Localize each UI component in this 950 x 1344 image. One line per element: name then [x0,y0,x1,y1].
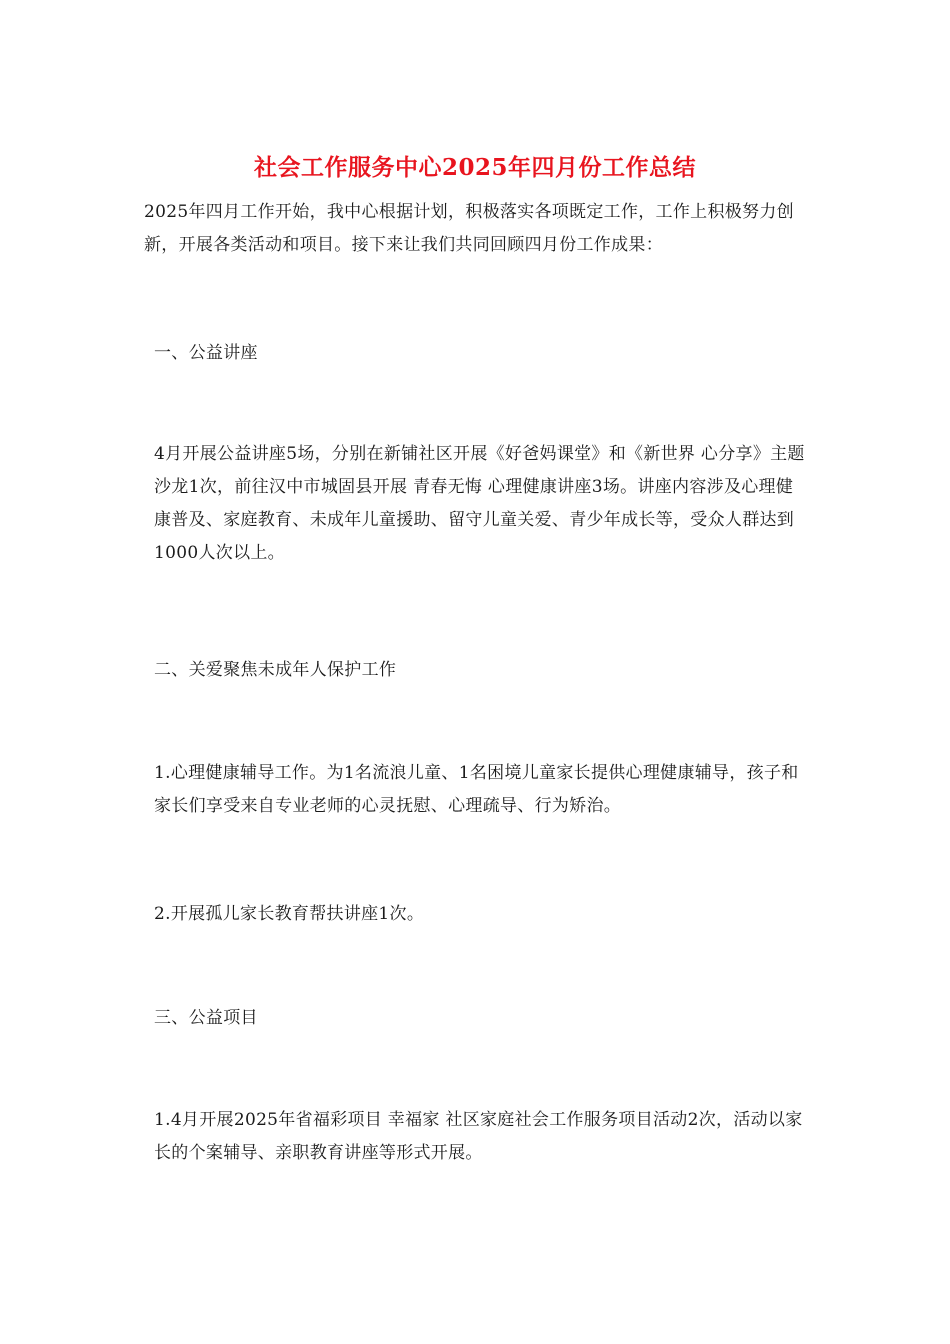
intro-paragraph: 2025年四月工作开始，我中心根据计划，积极落实各项既定工作，工作上积极努力创新，开展各类活动和项目。接下来让我们共同回顾四月份工作成果： [144,202,794,255]
section-item-counseling: 1.心理健康辅导工作。为1名流浪儿童、1名困境儿童家长提供心理健康辅导，孩子和家长们享受来自专业老师的心灵抚慰、心理疏导、行为矫治。 [154,763,799,816]
section-item-welfare-project: 1.4月开展2025年省福彩项目 幸福家 社区家庭社会工作服务项目活动2次，活动以家长的个案辅导、亲职教育讲座等形式开展。 [154,1110,803,1163]
document-title: 社会工作服务中心2025年四月份工作总结 [253,154,696,181]
section-item-orphan-lecture: 2.开展孤儿家长教育帮扶讲座1次。 [154,904,425,924]
section-heading-lectures: 一、公益讲座 [154,343,258,363]
section-heading-minor-protection: 二、关爱聚焦未成年人保护工作 [154,660,397,680]
section-body-lectures: 4月开展公益讲座5场，分别在新铺社区开展《好爸妈课堂》和《新世界 心分享》主题沙龙1次，前往汉中市城固县开展 青春无悔 心理健康讲座3场。讲座内容涉及心理健康普及、家庭教育、未成年儿童援助、留守儿童关爱、青少年成长等，受众人群达到1000人次以上。 [154,444,805,563]
section-heading-projects: 三、公益项目 [154,1008,258,1028]
